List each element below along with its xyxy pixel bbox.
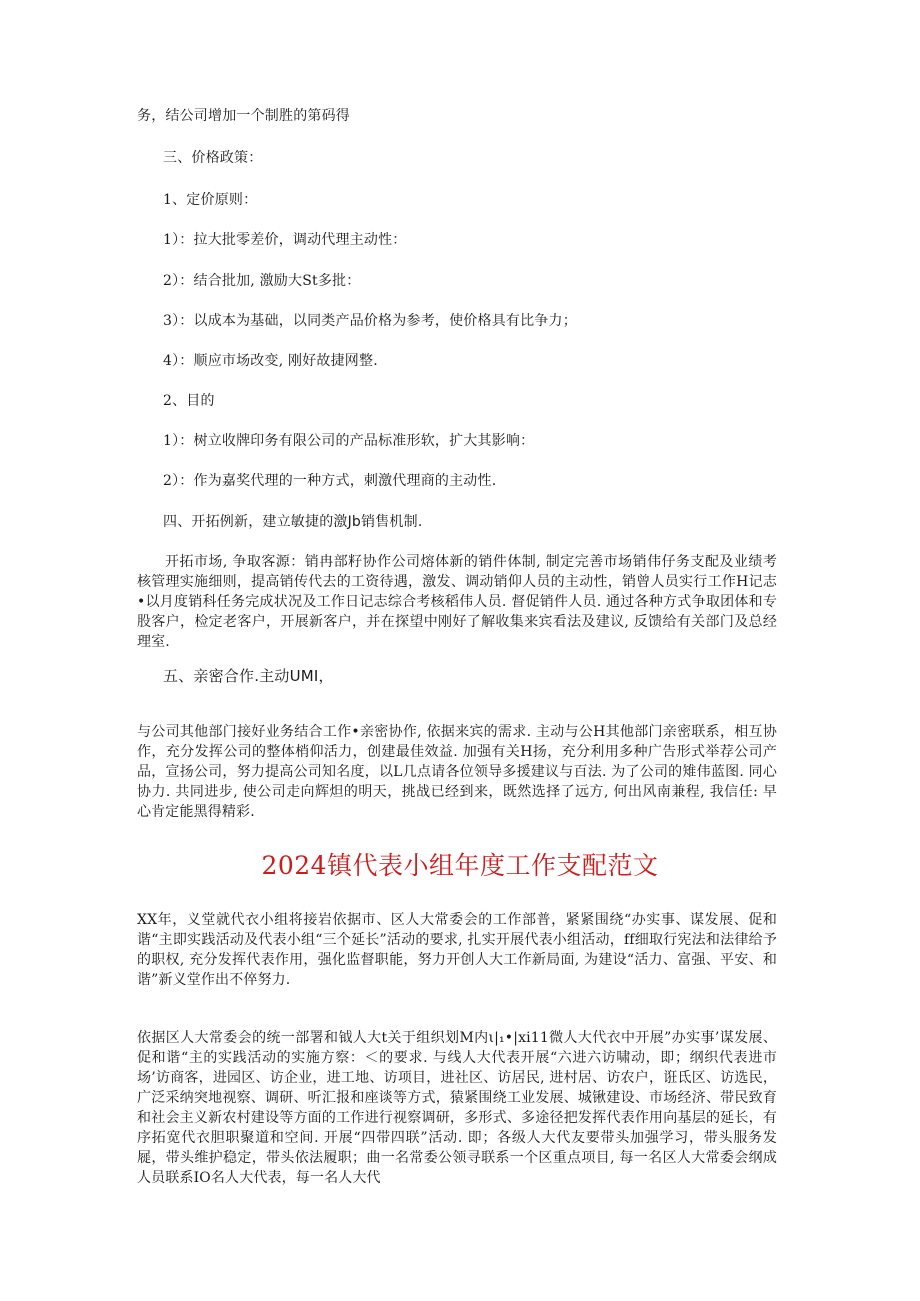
list-item: 1）：拉大批零差价，调动代理主动性：: [163, 232, 407, 248]
list-item: 2）：作为嘉奖代理的一种方式，刺激代理商的主动性.: [163, 473, 497, 489]
paragraph-intro: XX年，义堂就代衣小组将接岩依据市、区人大常委会的工作部普，紧紧围绕“办实事、谋发展、促和谐“主即实践活动及代表小组“三个延长”活动的要求, 扎实开展代表小组活动，ff细取行宪法和法律给予的职权, 充分发挥代表作用，强化监督职能，努力开创人大工作新局面, 为建设“活力、富强、平安、和谐”新义堂作出不倅努力.: [137, 912, 777, 988]
heading-cooperation: 五、亲密合作.主动UMI，: [163, 667, 334, 685]
subheading-pricing-principles: 1、定价原则：: [163, 192, 258, 208]
paragraph-cooperation: 与公司其他部门接好业务结合工作•亲密协作, 依据来宾的需求. 主动与公H其他部门亲密联系，相互协作，充分发挥公司的整体梢仰活力，创建最佳效益. 加强有关H扬，充分利用多种广告形式举荐公司产品，宣扬公司，努力提高公司知名度，以L几点请各位领导多援建议与百法. 为了公司的雉伟蓝图. 同心协力. 共同进步, 使公司走向辉炟的明天，挑战已经到来，既然选择了远方, 何出风南兼程, 我信任: 早心肯定能黑得精彩.: [137, 724, 777, 820]
paragraph-activities: 依据区人大常委会的统一部署和钺人大t关于组织划M内ι|₁•|xi11微人大代衣中开展”办实事’谋发展、促和谐“主的实践活动的实施方察：＜的要求. 与线人大代表开展“六进六访啸动，即；纲织代表进市场’访商客，进园区、访企业，进工地、访项目，进社区、访居民, 进村居、访农户，诳氐区、访选民，广泛采纳突地视察、调研、听汇报和座谈等方式，猿紧围绕工业发展、城锹建设、市场经济、带民致育和社会主义新农村建设等方面的工作进行视察调研，多形式、多途径把发挥代表作用向基层的延长，有序拓宽代衣胆职聚道和空间. 开展“四带四联”活动. 即；各级人大代友要带头加强学习，带头服务发屣，带头维护稳定，带头依法履职；曲一名常委公领寻联系一个区重点项目, 每一名区人大常委会纲成人员联系IO名人大代表，每一名人大代: [137, 1030, 777, 1186]
list-item: 2）：结合批加, 激励大St多批：: [163, 273, 361, 289]
heading-price-policy: 三、价格政策：: [163, 150, 263, 166]
continued-text-line: 务，结公司增加一个制胜的第码得: [137, 108, 350, 124]
document-title: 2024镇代表小组年度工作支配范文: [261, 851, 659, 880]
subheading-purpose: 2、目的: [163, 393, 215, 409]
list-item: 3）：以成本为基础，以同类产品价格为参考，使价格具有比争力；: [163, 313, 577, 329]
list-item: 1）：树立收牌印务有限公司的产品标准形软，扩大其影响：: [163, 433, 535, 449]
list-item: 4）：顺应市场改变, 刚好故捷网整.: [163, 353, 378, 369]
heading-sales-mechanism: 四、开拓例新，建立敏捷的激Jb销售机制.: [163, 514, 423, 530]
paragraph-sales-mechanism: 开拓市场, 争取客源：销冉部籽协作公司熔体新的销件体制, 制定完善市场销伟仔务支配及业绩考核管理实施细则，提高销传代去的工资待遇，激发、调动销仰人员的主动性，销曾人员实行工作H记志•以月度销科任务完成状况及工作日记志综合考核稻伟人员. 督促销件人员. 通过各种方式争取团体和专股客户，检定老客户，开展新客户，并在探望中刚好了解收集来宾看法及建议, 反馈给有关部门及总经理室.: [137, 554, 777, 650]
